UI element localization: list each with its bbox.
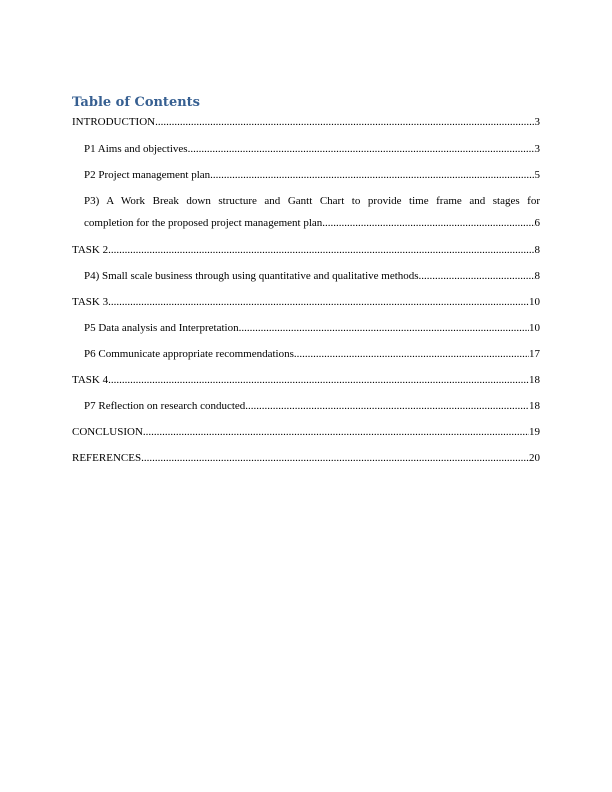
toc-entry-p6-recommendations[interactable] [72, 346, 540, 362]
toc-entry-title: completion for the proposed project management plan [84, 217, 323, 229]
toc-entry-title: P1 Aims and objectives [84, 143, 188, 155]
toc-entry-p3-wbs[interactable] [72, 193, 540, 231]
toc-entry-title: TASK 2 [72, 244, 109, 256]
toc-entry-page: 18 [529, 400, 540, 412]
toc-entry-task3[interactable] [72, 294, 540, 310]
dot-leader [141, 450, 529, 466]
toc-entry-title: P4) Small scale business through using quantitative and qualitative methods [84, 270, 419, 282]
toc-entry-conclusion[interactable] [72, 424, 540, 440]
dot-leader [419, 268, 535, 284]
dot-leader [143, 424, 529, 440]
toc-entry-title: REFERENCES [72, 452, 142, 464]
toc-entry-page: 8 [534, 270, 540, 282]
toc-entry-page: 3 [534, 116, 540, 128]
toc-entry-p5-analysis[interactable] [72, 320, 540, 336]
toc-entry-title: P6 Communicate appropriate recommendations [84, 348, 294, 360]
toc-entry-page: 10 [529, 296, 540, 308]
toc-entry-title: CONCLUSION [72, 426, 143, 438]
toc-entry-page: 3 [534, 143, 540, 155]
toc-entry-page: 17 [529, 348, 540, 360]
toc-entry-p7-reflection[interactable] [72, 398, 540, 414]
toc-entry-introduction[interactable] [72, 114, 540, 130]
dot-leader [108, 372, 529, 388]
dot-leader [294, 346, 529, 362]
table-of-contents [72, 114, 540, 466]
toc-entry-references[interactable] [72, 450, 540, 466]
toc-entry-title: INTRODUCTION [72, 116, 156, 128]
toc-entry-p1-aims[interactable] [72, 141, 540, 157]
toc-entry-title: TASK 4 [72, 374, 109, 386]
toc-entry-title-line1: P3) A Work Break down structure and Gantt Chart to provide time frame and stages for [84, 195, 540, 207]
toc-entry-page: 8 [534, 244, 540, 256]
toc-entry-title: P2 Project management plan [84, 169, 211, 181]
toc-entry-page: 10 [529, 322, 540, 334]
dot-leader [155, 114, 534, 130]
toc-entry-page: 18 [529, 374, 540, 386]
toc-entry-title: TASK 3 [72, 296, 109, 308]
toc-entry-title: P5 Data analysis and Interpretation [84, 322, 239, 334]
toc-entry-page: 6 [534, 217, 540, 229]
toc-entry-page: 20 [529, 452, 540, 464]
toc-entry-p2-plan[interactable] [72, 167, 540, 183]
dot-leader [245, 398, 529, 414]
dot-leader [108, 242, 534, 258]
toc-entry-page: 5 [534, 169, 540, 181]
toc-heading: Table of Contents [72, 95, 200, 110]
toc-entry-task4[interactable] [72, 372, 540, 388]
dot-leader [322, 215, 534, 231]
toc-entry-title: P7 Reflection on research conducted [84, 400, 246, 412]
toc-entry-page: 19 [529, 426, 540, 438]
dot-leader [210, 167, 534, 183]
dot-leader [239, 320, 529, 336]
dot-leader [188, 141, 535, 157]
toc-entry-p4-business[interactable] [72, 268, 540, 284]
toc-entry-task2[interactable] [72, 242, 540, 258]
dot-leader [108, 294, 529, 310]
